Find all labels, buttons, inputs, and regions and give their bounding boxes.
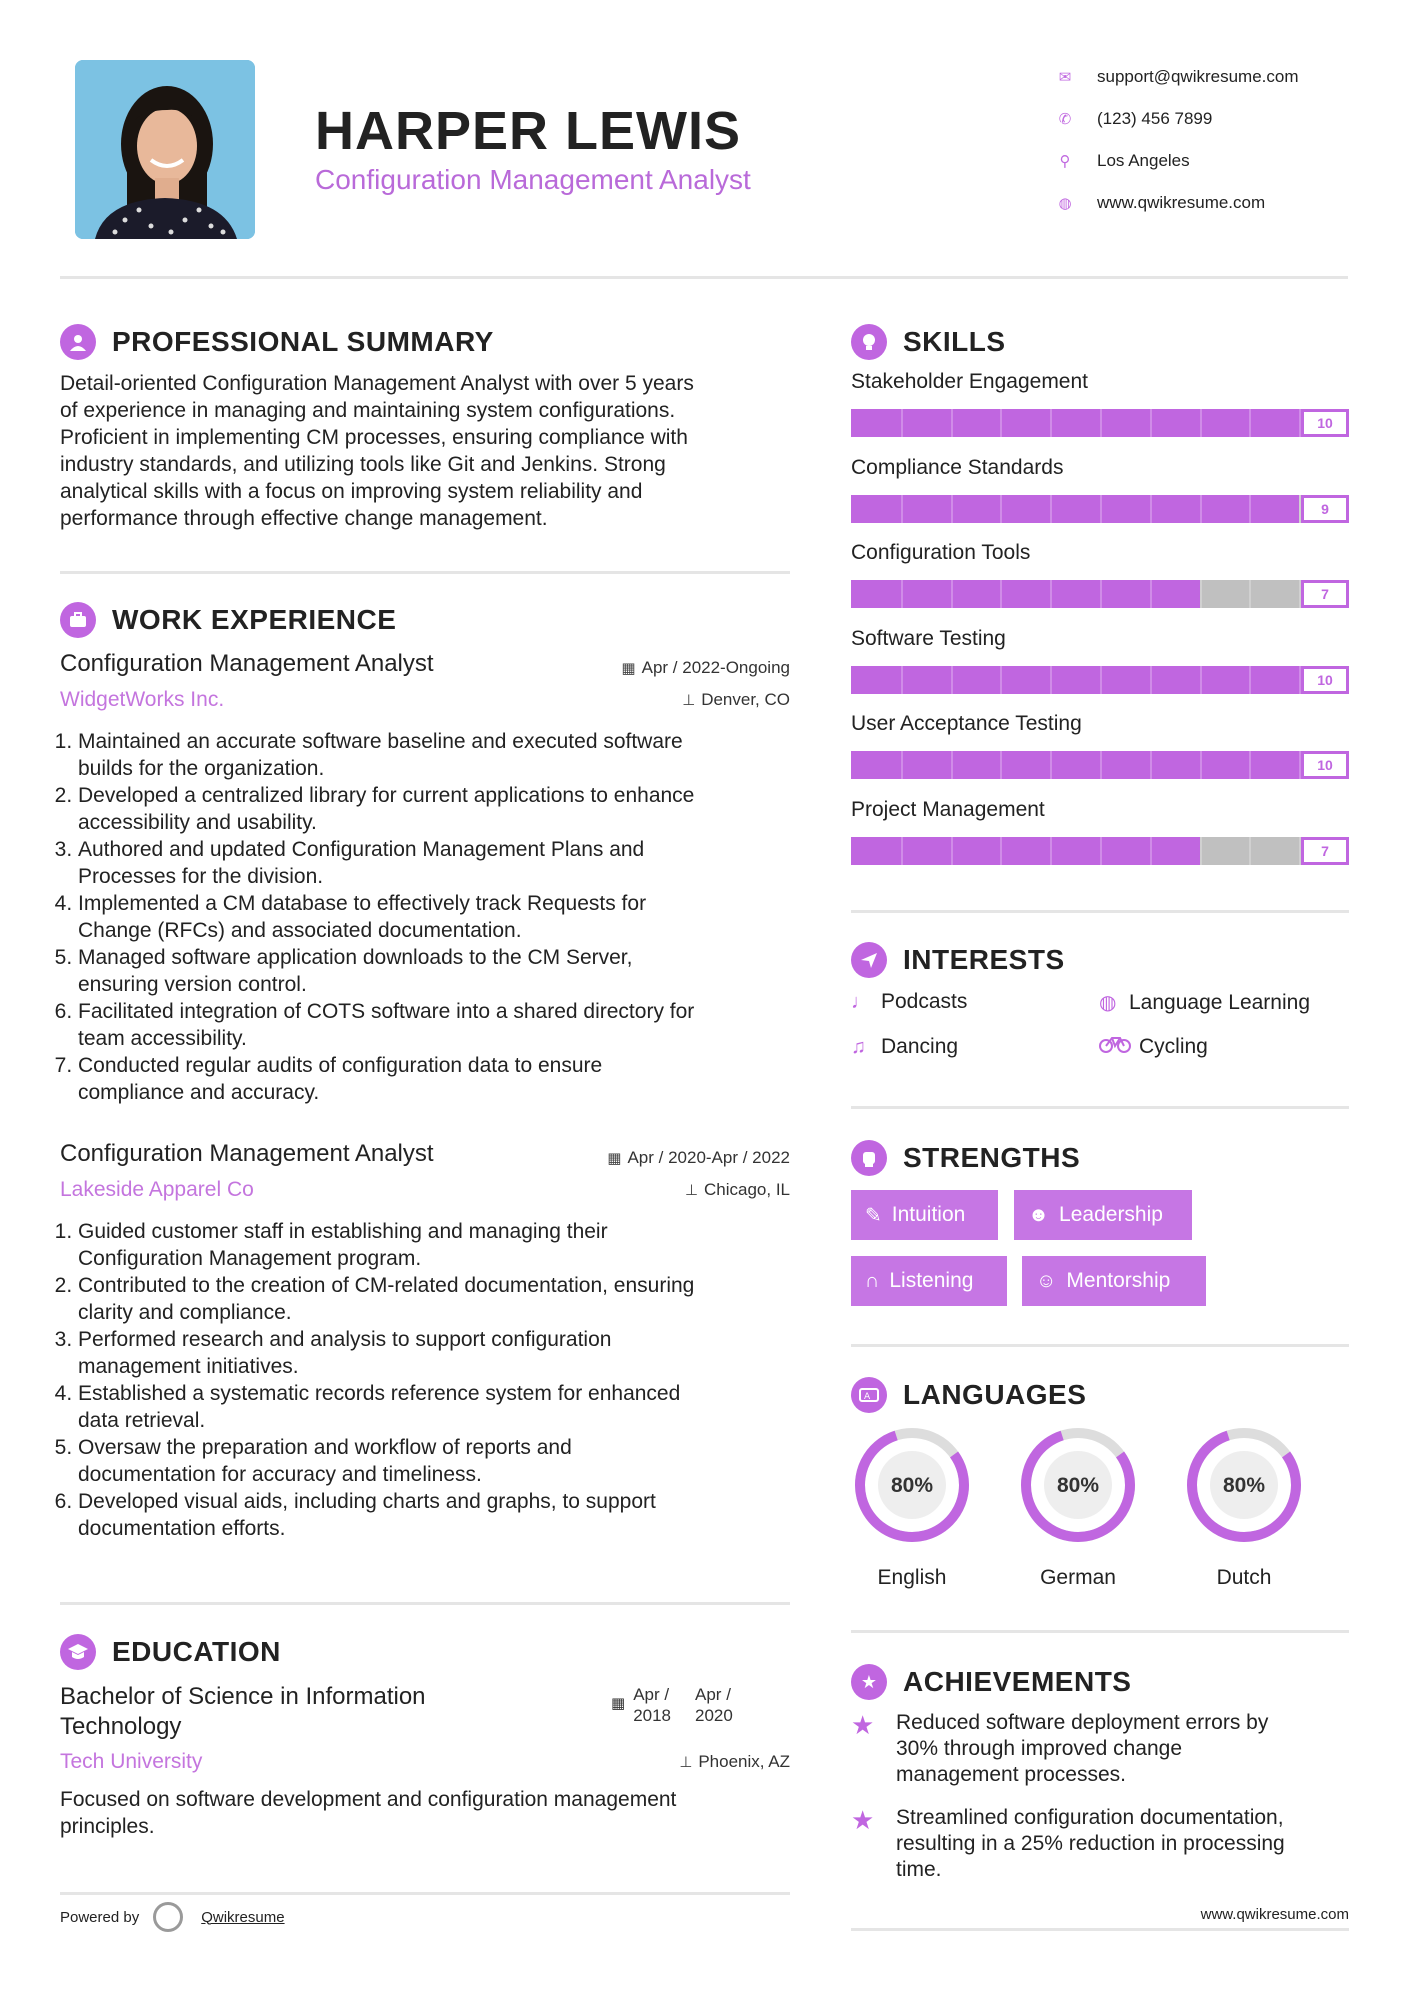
skill-segment-divider xyxy=(951,666,953,694)
job-title: Configuration Management Analyst xyxy=(60,1140,434,1167)
contact-phone[interactable]: ✆ (123) 456 7899 xyxy=(1050,98,1299,140)
summary-heading: PROFESSIONAL SUMMARY xyxy=(60,324,494,360)
skill-segment-divider xyxy=(1000,409,1002,437)
skill-segment-divider xyxy=(1150,666,1152,694)
candidate-role: Configuration Management Analyst xyxy=(315,164,751,195)
calendar-icon: ▦ xyxy=(611,1695,626,1712)
languages-heading: A LANGUAGES xyxy=(851,1377,1086,1413)
skill-segment-divider xyxy=(951,751,953,779)
strengths-heading: STRENGTHS xyxy=(851,1140,1080,1176)
candidate-name: HARPER LEWIS xyxy=(315,101,742,161)
skill-segment-divider xyxy=(951,580,953,608)
skills-heading: SKILLS xyxy=(851,324,1006,360)
map-pin-icon: ⚲ xyxy=(1059,153,1071,170)
strength-chip: ✎ Intuition xyxy=(851,1190,998,1240)
skill-segment-divider xyxy=(1050,580,1052,608)
calendar-icon: ▦ xyxy=(621,660,636,677)
skill-level-bar xyxy=(851,837,1349,865)
skill-level-value: 10 xyxy=(1301,751,1349,779)
skill-level-bar xyxy=(851,495,1349,523)
envelope-icon: ✉ xyxy=(1058,69,1072,86)
skill-segment-divider xyxy=(1200,751,1202,779)
skill-segment-divider xyxy=(901,837,903,865)
experience-divider xyxy=(60,1602,790,1605)
skill-segment-divider xyxy=(1150,580,1152,608)
skill-level-value: 7 xyxy=(1301,580,1349,608)
skill-segment-divider xyxy=(901,580,903,608)
footer-url[interactable]: www.qwikresume.com xyxy=(1200,1906,1349,1923)
contact-list xyxy=(1050,56,1299,224)
skill-segment-divider xyxy=(1249,837,1251,865)
job-date: ▦ Apr / 2020-Apr / 2022 xyxy=(607,1148,790,1167)
skill-segment-divider xyxy=(901,751,903,779)
skill-level-value: 9 xyxy=(1301,495,1349,523)
job-date: ▦ Apr / 2022-Ongoing xyxy=(621,658,790,677)
strength-chip: ☻ Leadership xyxy=(1014,1190,1192,1240)
skill-segment-divider xyxy=(1000,837,1002,865)
skill-segment-divider xyxy=(1200,666,1202,694)
list-item: 2. Developed a centralized library for current applications to enhance accessibility and usability. xyxy=(78,782,800,836)
list-item: 6. Developed visual aids, including charts and graphs, to support documentation efforts. xyxy=(78,1488,800,1542)
fist-icon xyxy=(851,1140,887,1176)
skill-name: Project Management xyxy=(851,798,1045,821)
strengths-divider xyxy=(851,1344,1349,1347)
interest-item: Cycling xyxy=(1099,1035,1208,1059)
skill-segment-divider xyxy=(1050,409,1052,437)
globe-icon: ◍ xyxy=(1099,992,1117,1014)
skill-segment-divider xyxy=(1249,580,1251,608)
job-location: ⊥ Chicago, IL xyxy=(684,1180,790,1199)
list-item: 3. Performed research and analysis to support configuration management initiatives. xyxy=(78,1326,800,1380)
skills-divider xyxy=(851,910,1349,913)
calendar-icon: ▦ xyxy=(607,1150,622,1167)
skill-level-fill xyxy=(851,580,1200,608)
list-item: 5. Managed software application downloads to the CM Server, ensuring version control. xyxy=(78,944,800,998)
skill-segment-divider xyxy=(1249,495,1251,523)
skill-level-value: 10 xyxy=(1301,409,1349,437)
skill-segment-divider xyxy=(1000,495,1002,523)
user-icon xyxy=(60,324,96,360)
skill-segment-divider xyxy=(1200,837,1202,865)
footer-powered-by: Powered by Qwikresume xyxy=(60,1902,285,1932)
skill-level-fill xyxy=(851,495,1299,523)
strength-chip: ☺ Mentorship xyxy=(1022,1256,1206,1306)
skill-segment-divider xyxy=(1150,409,1152,437)
job-duties-list xyxy=(60,1218,800,1542)
qwikresume-link[interactable]: Qwikresume xyxy=(201,1908,285,1926)
graduation-cap-icon xyxy=(60,1634,96,1670)
skill-segment-divider xyxy=(1050,751,1052,779)
list-item: 4. Implemented a CM database to effectively track Requests for Change (RFCs) and associated documentation. xyxy=(78,890,800,944)
summary-text: Detail-oriented Configuration Management Analyst with over 5 years of experience in managing and maintaining system configurations. Proficient in implementing CM processes, ensuring compliance with industry standards, and utilizing tools like Git and Jenkins. Strong analytical skills with a focus on improving system reliability and performance through effective change management. xyxy=(60,372,694,530)
skill-level-value: 10 xyxy=(1301,666,1349,694)
interests-divider xyxy=(851,1106,1349,1109)
experience-heading: WORK EXPERIENCE xyxy=(60,602,396,638)
degree-title: Bachelor of Science in Information Technology xyxy=(60,1683,426,1740)
language-percent: 80% xyxy=(1222,1474,1266,1497)
education-location: ⊥ Phoenix, AZ xyxy=(679,1752,790,1771)
languages-divider xyxy=(851,1630,1349,1633)
company-name: WidgetWorks Inc. xyxy=(60,688,225,711)
language-percent: 80% xyxy=(1056,1474,1100,1497)
list-item: 2. Contributed to the creation of CM-related documentation, ensuring clarity and compliance. xyxy=(78,1272,800,1326)
user-plus-icon: ☺ xyxy=(1036,1269,1057,1292)
list-item: 4. Established a systematic records reference system for enhanced data retrieval. xyxy=(78,1380,800,1434)
interest-item: ◍ Language Learning xyxy=(1099,990,1311,1014)
pushpin-icon: ⊥ xyxy=(682,692,696,709)
achievements-heading: ★ ACHIEVEMENTS xyxy=(851,1664,1131,1700)
skill-segment-divider xyxy=(1100,751,1102,779)
skill-segment-divider xyxy=(1200,580,1202,608)
skill-segment-divider xyxy=(1249,409,1251,437)
qwikresume-logo-icon xyxy=(153,1902,183,1932)
contact-location: ⚲ Los Angeles xyxy=(1050,140,1299,182)
skill-segment-divider xyxy=(1050,495,1052,523)
users-icon: ☻ xyxy=(1028,1203,1050,1226)
language-progress-ring xyxy=(851,1424,973,1546)
job-duties-list xyxy=(60,728,800,1106)
achievement-item: Reduced software deployment errors by 30% through improved change management processes. xyxy=(896,1711,1269,1786)
phone-icon: ✆ xyxy=(1058,111,1072,128)
microphone-icon: ♩ xyxy=(851,990,871,1013)
globe-icon: ◍ xyxy=(1058,195,1072,212)
skill-name: Software Testing xyxy=(851,627,1006,650)
skill-segment-divider xyxy=(1100,409,1102,437)
education-date: ▦ Apr / 2018 Apr / 2020 xyxy=(611,1685,733,1725)
skill-segment-divider xyxy=(1050,666,1052,694)
skill-segment-divider xyxy=(951,495,953,523)
education-description: Focused on software development and configuration management principles. xyxy=(60,1788,677,1838)
skill-segment-divider xyxy=(1100,837,1102,865)
paper-plane-icon xyxy=(851,942,887,978)
portrait-illustration xyxy=(75,60,255,239)
list-item: 7. Conducted regular audits of configuration data to ensure compliance and accuracy. xyxy=(78,1052,800,1106)
school-name: Tech University xyxy=(60,1750,203,1773)
profile-photo xyxy=(75,60,255,239)
skill-segment-divider xyxy=(1000,580,1002,608)
star-icon: ★ xyxy=(851,1710,875,1740)
skill-name: Stakeholder Engagement xyxy=(851,370,1088,393)
language-progress-ring xyxy=(1183,1424,1305,1546)
job-location: ⊥ Denver, CO xyxy=(682,690,790,709)
language-name: English xyxy=(877,1566,947,1589)
list-item: 3. Authored and updated Configuration Management Plans and Processes for the division. xyxy=(78,836,800,890)
list-item: 1. Maintained an accurate software baseline and executed software builds for the organization. xyxy=(78,728,800,782)
education-heading: EDUCATION xyxy=(60,1634,281,1670)
skill-segment-divider xyxy=(1100,495,1102,523)
briefcase-icon xyxy=(60,602,96,638)
skill-segment-divider xyxy=(1150,495,1152,523)
star-icon: ★ xyxy=(851,1805,875,1835)
interests-heading: INTERESTS xyxy=(851,942,1065,978)
skill-level-fill xyxy=(851,837,1200,865)
svg-text:A: A xyxy=(864,1392,871,1402)
skill-level-bar xyxy=(851,580,1349,608)
skill-segment-divider xyxy=(1249,666,1251,694)
skill-name: Compliance Standards xyxy=(851,456,1064,479)
bicycle-icon xyxy=(1099,1035,1137,1059)
skill-name: Configuration Tools xyxy=(851,541,1031,564)
skill-level-value: 7 xyxy=(1301,837,1349,865)
skill-segment-divider xyxy=(1100,580,1102,608)
skill-segment-divider xyxy=(901,495,903,523)
pushpin-icon: ⊥ xyxy=(684,1182,698,1199)
skill-segment-divider xyxy=(1100,666,1102,694)
skill-segment-divider xyxy=(1050,837,1052,865)
language-icon xyxy=(851,1377,887,1413)
footer-divider xyxy=(851,1928,1349,1931)
skill-level-bar xyxy=(851,666,1349,694)
list-item: 6. Facilitated integration of COTS software into a shared directory for team accessibility. xyxy=(78,998,800,1052)
skill-segment-divider xyxy=(1150,837,1152,865)
education-divider xyxy=(60,1892,790,1895)
skill-segment-divider xyxy=(1000,751,1002,779)
skill-segment-divider xyxy=(1200,409,1202,437)
contact-email[interactable]: ✉ support@qwikresume.com xyxy=(1050,56,1299,98)
skill-name: User Acceptance Testing xyxy=(851,712,1082,735)
header-divider xyxy=(60,276,1348,279)
skill-segment-divider xyxy=(951,409,953,437)
language-name: German xyxy=(1040,1566,1116,1589)
star-badge-icon: ★ xyxy=(851,1664,887,1700)
language-progress-ring xyxy=(1017,1424,1139,1546)
skill-level-bar xyxy=(851,409,1349,437)
list-item: 1. Guided customer staff in establishing and managing their Configuration Management program. xyxy=(78,1218,800,1272)
skill-segment-divider xyxy=(901,666,903,694)
contact-website[interactable]: ◍ www.qwikresume.com xyxy=(1050,182,1299,224)
skill-level-bar xyxy=(851,751,1349,779)
skill-segment-divider xyxy=(1249,751,1251,779)
company-name: Lakeside Apparel Co xyxy=(60,1178,254,1201)
headphones-icon: ∩ xyxy=(865,1269,880,1292)
strength-chip: ∩ Listening xyxy=(851,1256,1007,1306)
music-note-icon: ♫ xyxy=(851,1035,866,1058)
interest-item: ♫ Dancing xyxy=(851,1035,959,1058)
skill-segment-divider xyxy=(1150,751,1152,779)
language-name: Dutch xyxy=(1216,1566,1272,1589)
job-title: Configuration Management Analyst xyxy=(60,650,434,677)
list-item: 5. Oversaw the preparation and workflow of reports and documentation for accuracy and timeliness. xyxy=(78,1434,800,1488)
magic-wand-icon: ✎ xyxy=(865,1204,882,1227)
skill-segment-divider xyxy=(901,409,903,437)
language-percent: 80% xyxy=(890,1474,934,1497)
skill-segment-divider xyxy=(1200,495,1202,523)
skill-segment-divider xyxy=(951,837,953,865)
skill-segment-divider xyxy=(1000,666,1002,694)
interest-item: ♩ Podcasts xyxy=(851,990,968,1013)
achievement-item: Streamlined configuration documentation, resulting in a 25% reduction in processing time. xyxy=(896,1806,1285,1881)
summary-divider xyxy=(60,571,790,574)
lightbulb-icon xyxy=(851,324,887,360)
pushpin-icon: ⊥ xyxy=(679,1754,693,1771)
